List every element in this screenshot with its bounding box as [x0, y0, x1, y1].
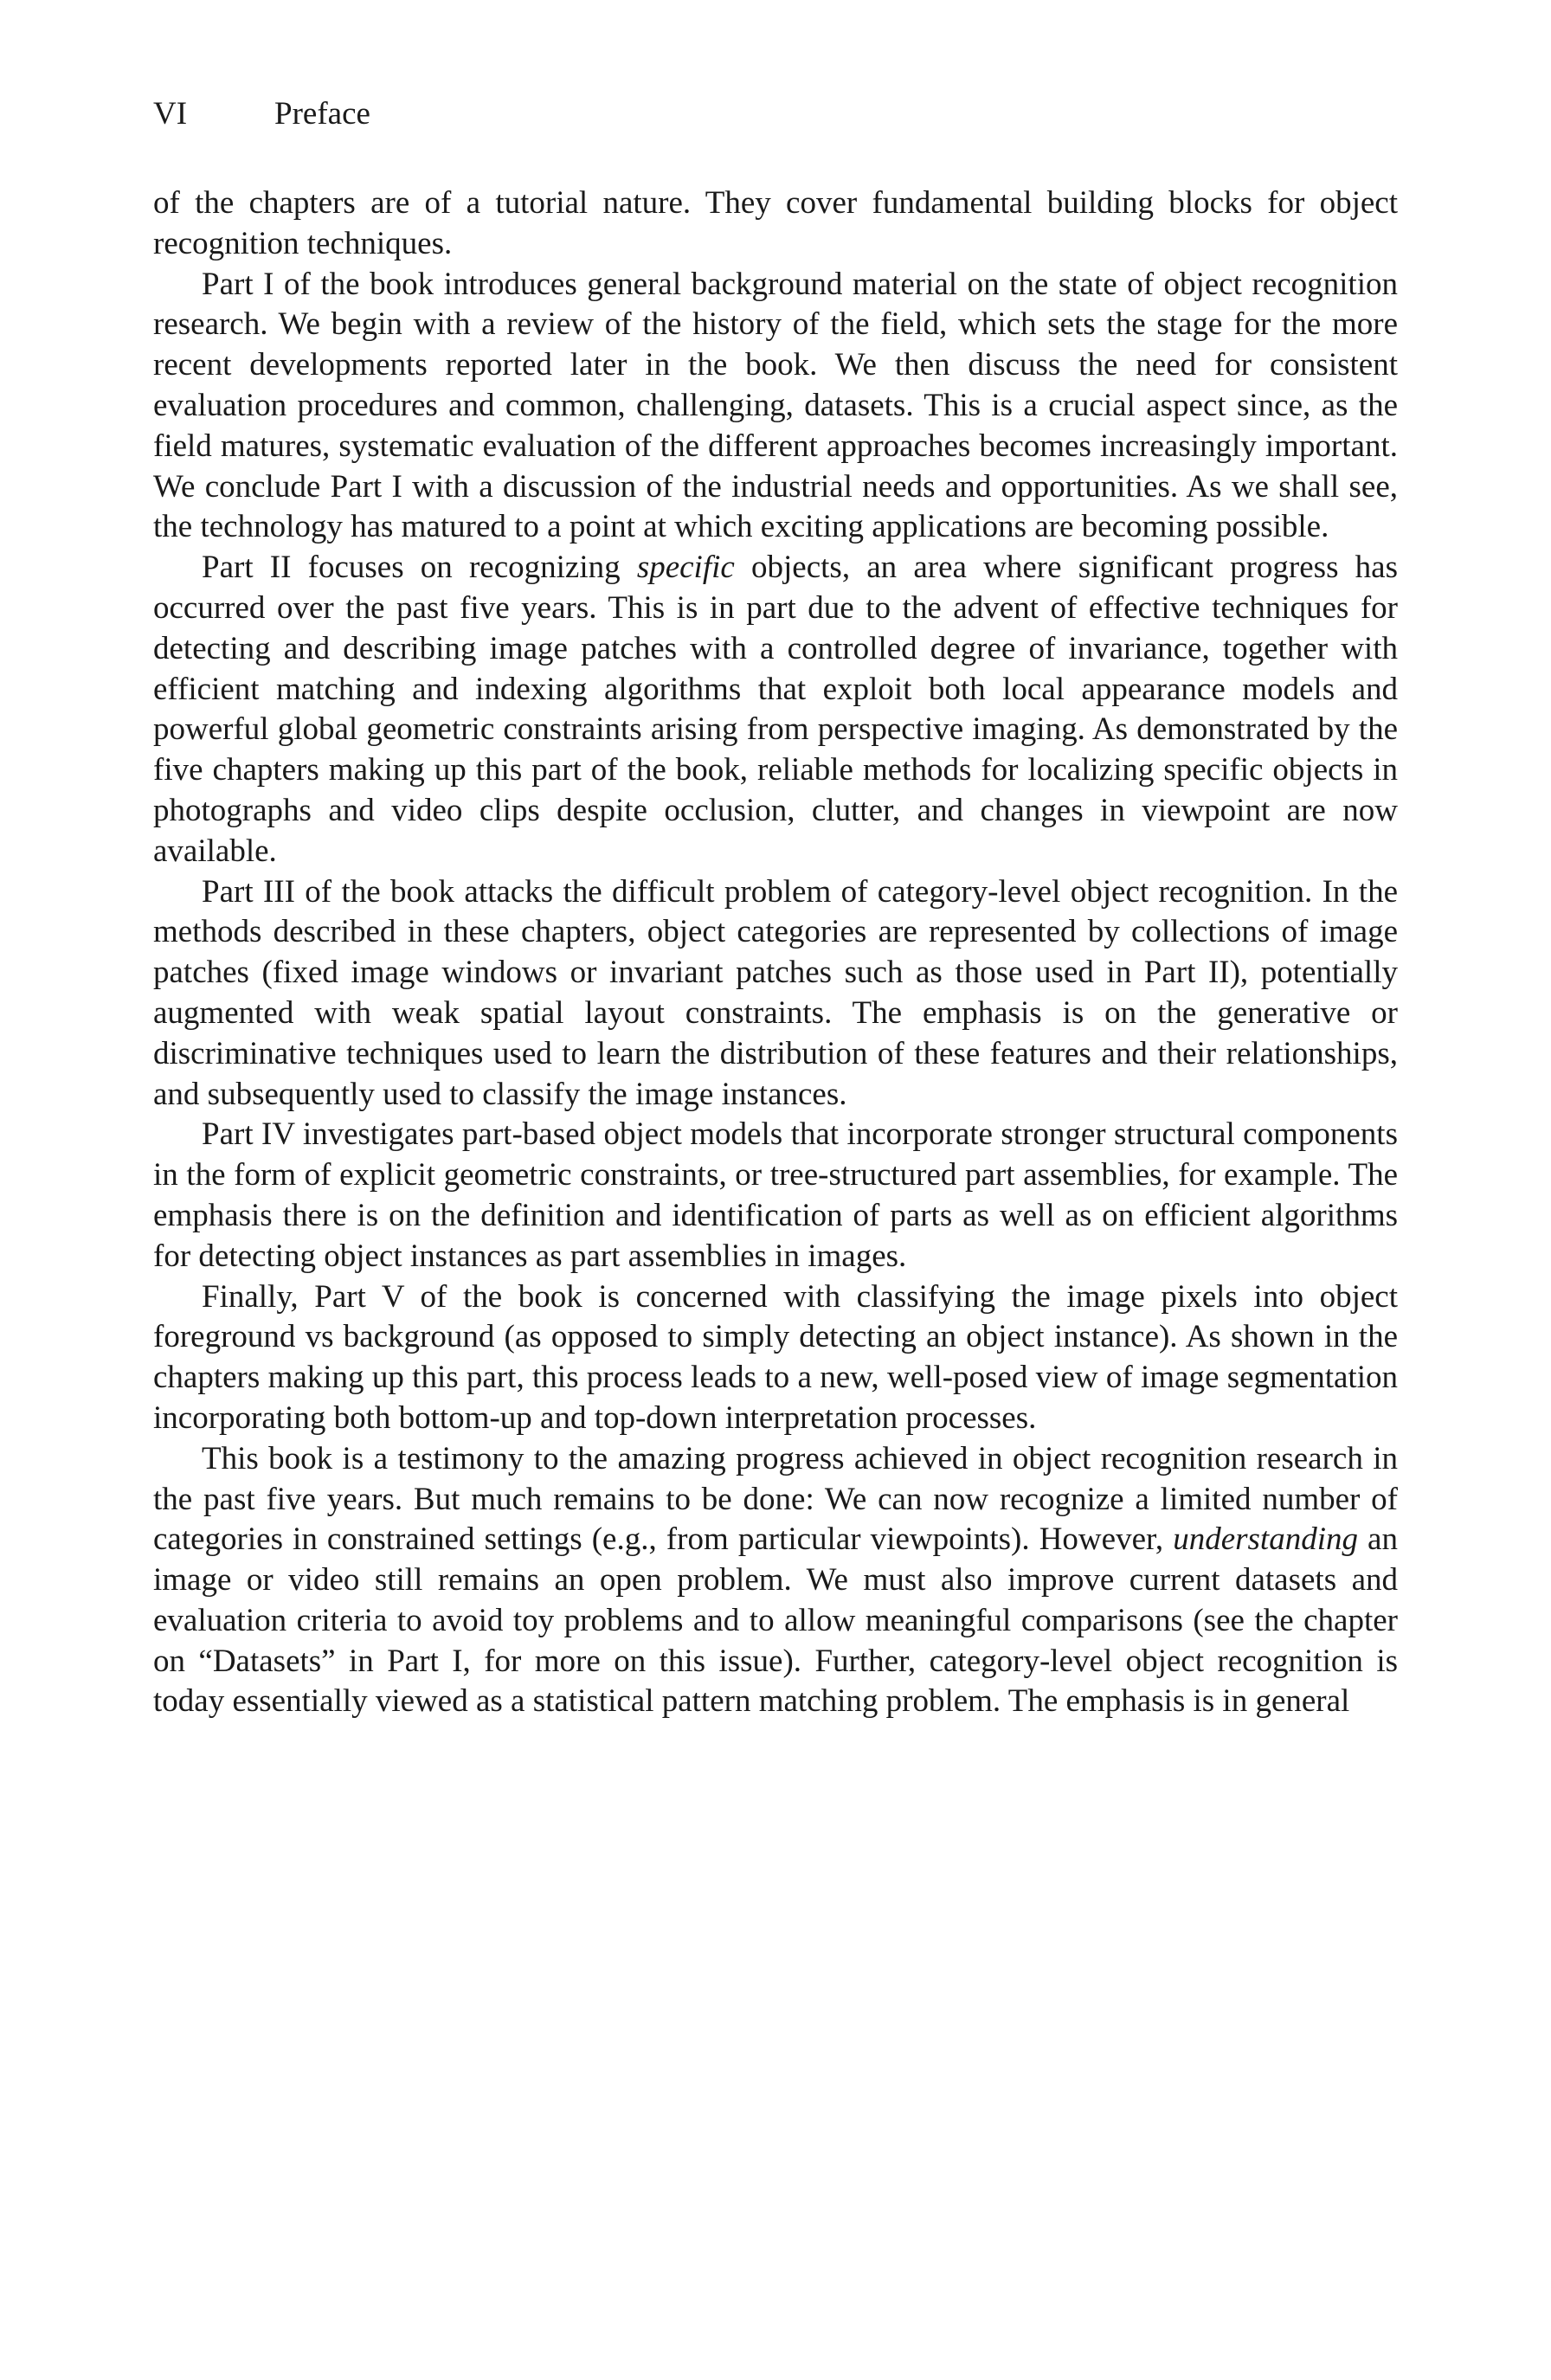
paragraph-part-5: Finally, Part V of the book is concerned with classifying the image pixels into object foreground vs background (as opposed to simply detecting an object instance). As shown in the chapters making up this part, this process leads to a new, well-posed view of image segmentation incorporating both bottom-up and top-down interpretation processes. [153, 1278, 1398, 1436]
paragraph-tutorial-nature: of the chapters are of a tutorial nature. They cover fundamental building blocks for object recognition techniques. [153, 185, 1398, 261]
running-title: Preface [274, 96, 370, 132]
paragraph-part-4: Part IV investigates part-based object models that incorporate stronger structural components in the form of explicit geometric constraints, or tree-structured part assemblies, for example. The emphasis there is on the definition and identification of parts as well as on efficient algorithms for detecting object instances as part assemblies in images. [153, 1116, 1398, 1274]
preface-body [153, 183, 1398, 1722]
paragraph-testimony: This book is a testimony to the amazing progress achieved in object recognition research in the past five years. But much remains to be done: We can now recognize a limited number of categories in constrained settings (e.g., from particular viewpoints). However, understanding an image or video still remains an open problem. We must also improve current datasets and evaluation criteria to avoid toy problems and to allow meaningful comparisons (see the chapter on “Datasets” in Part I, for more on this issue). Further, category-level object recognition is today essentially viewed as a statistical pattern matching problem. The emphasis is in general [153, 1440, 1398, 1720]
page-header [153, 93, 370, 135]
emphasis-specific: specific [636, 550, 735, 586]
paragraph-part-1: Part I of the book introduces general background material on the state of object recognition research. We begin with a review of the history of the field, which sets the stage for the more recent developments reported later in the book. We then discuss the need for consistent evaluation procedures and common, challenging, datasets. This is a crucial aspect since, as the field matures, systematic evaluation of the different approaches becomes increasingly important. We conclude Part I with a discussion of the industrial needs and opportunities. As we shall see, the technology has matured to a point at which exciting applications are becoming possible. [153, 266, 1398, 545]
paragraph-part-2: Part II focuses on recognizing specific objects, an area where significant progress has occurred over the past five years. This is in part due to the advent of effective techniques for detecting and describing image patches with a controlled degree of invariance, together with efficient matching and indexing algorithms that exploit both local appearance models and powerful global geometric constraints arising from perspective imaging. As demonstrated by the five chapters making up this part of the book, reliable methods for localizing specific objects in photographs and video clips despite occlusion, clutter, and changes in viewpoint are now available. [153, 550, 1398, 869]
emphasis-understanding: understanding [1173, 1521, 1358, 1558]
page-number: VI [153, 96, 188, 132]
paragraph-part-3: Part III of the book attacks the difficult problem of category-level object recognition. In the methods described in these chapters, object categories are represented by collections of image patches (fixed image windows or invariant patches such as those used in Part II), potentially augmented with weak spatial layout constraints. The emphasis is on the generative or discriminative techniques used to learn the distribution of these features and their relationships, and subsequently used to classify the image instances. [153, 873, 1398, 1112]
